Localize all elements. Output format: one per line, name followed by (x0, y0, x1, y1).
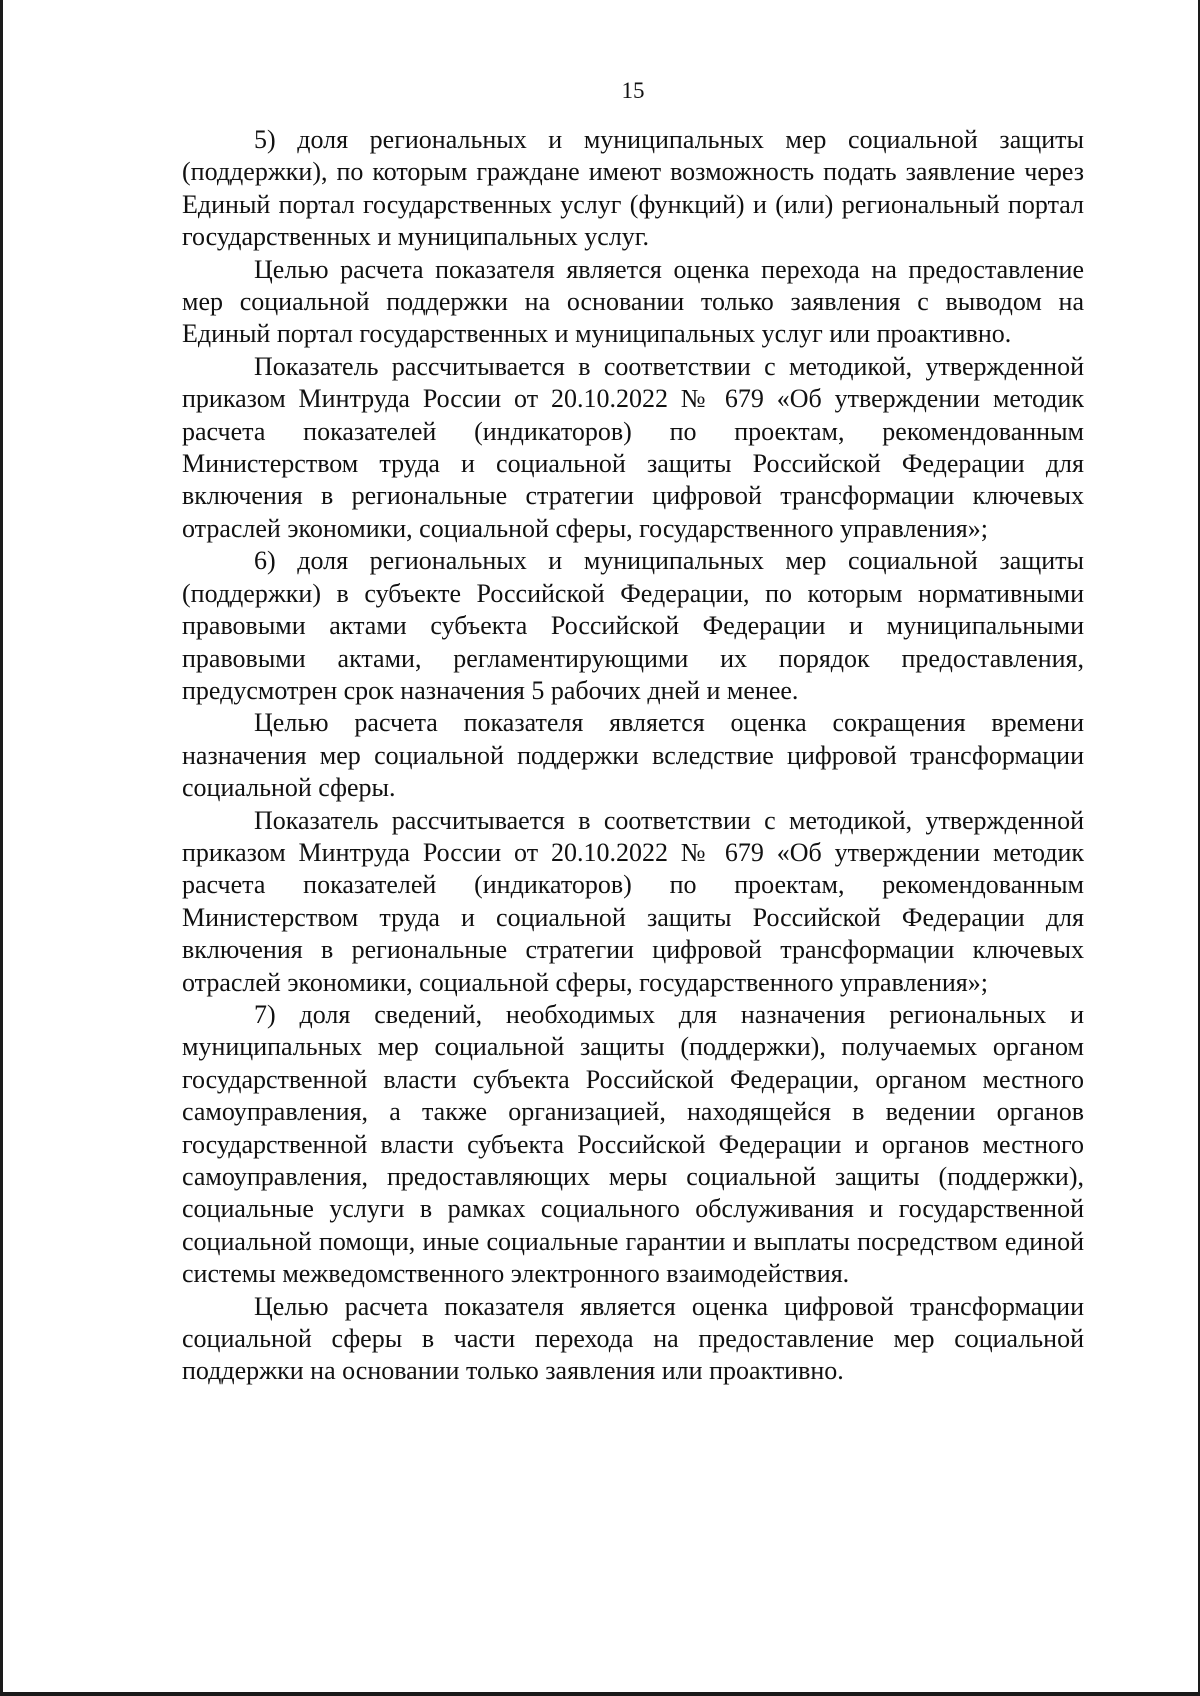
paragraph-indicator-7: 7) доля сведений, необходимых для назначения региональных и муниципальных мер социальной защиты (поддержки), получаемых органом государственной власти субъекта Российской Федерации, органом местного самоуправления, а также организацией, находящейся в ведении органов государственной власти субъекта Российской Федерации и органов местного самоуправления, предоставляющих меры социальной защиты (поддержки), социальные услуги в рамках социального обслуживания и государственной социальной помощи, иные социальные гарантии и выплаты посредством единой системы межведомственного электронного взаимодействия. (182, 999, 1084, 1289)
paragraph-purpose-5: Целью расчета показателя является оценка перехода на предоставление мер социальной поддержки на основании только заявления с выводом на Единый портал государственных и муниципальных услуг или проактивно. (182, 254, 1084, 349)
paragraph-indicator-6: 6) доля региональных и муниципальных мер социальной защиты (поддержки) в субъекте Российской Федерации, по которым нормативными правовыми актами субъекта Российской Федерации и муниципальными правовыми актами, регламентирующими их порядок предоставления, предусмотрен срок назначения 5 рабочих дней и менее. (182, 546, 1084, 705)
document-body (182, 124, 1084, 1388)
scan-edge-left (0, 0, 3, 1696)
scan-edge-bottom (0, 1692, 1200, 1696)
paragraph-purpose-6: Целью расчета показателя является оценка сокращения времени назначения мер социальной поддержки вследствие цифровой трансформации социальной сферы. (182, 708, 1084, 803)
paragraph-method-5: Показатель рассчитывается в соответствии с методикой, утвержденной приказом Минтруда России от 20.10.2022 № 679 «Об утверждении методик расчета показателей (индикаторов) по проектам, рекомендованным Министерством труда и социальной защиты Российской Федерации для включения в региональные стратегии цифровой трансформации ключевых отраслей экономики, социальной сферы, государственного управления»; (182, 351, 1084, 543)
paragraph-purpose-7: Целью расчета показателя является оценка цифровой трансформации социальной сферы в части перехода на предоставление мер социальной поддержки на основании только заявления или проактивно. (182, 1291, 1084, 1386)
paragraph-indicator-5: 5) доля региональных и муниципальных мер социальной защиты (поддержки), по которым граждане имеют возможность подать заявление через Единый портал государственных услуг (функций) и (или) региональный портал государственных и муниципальных услуг. (182, 125, 1084, 252)
paragraph-method-6: Показатель рассчитывается в соответствии с методикой, утвержденной приказом Минтруда России от 20.10.2022 № 679 «Об утверждении методик расчета показателей (индикаторов) по проектам, рекомендованным Министерством труда и социальной защиты Российской Федерации для включения в региональные стратегии цифровой трансформации ключевых отраслей экономики, социальной сферы, государственного управления»; (182, 805, 1084, 997)
page-number: 15 (621, 78, 645, 103)
